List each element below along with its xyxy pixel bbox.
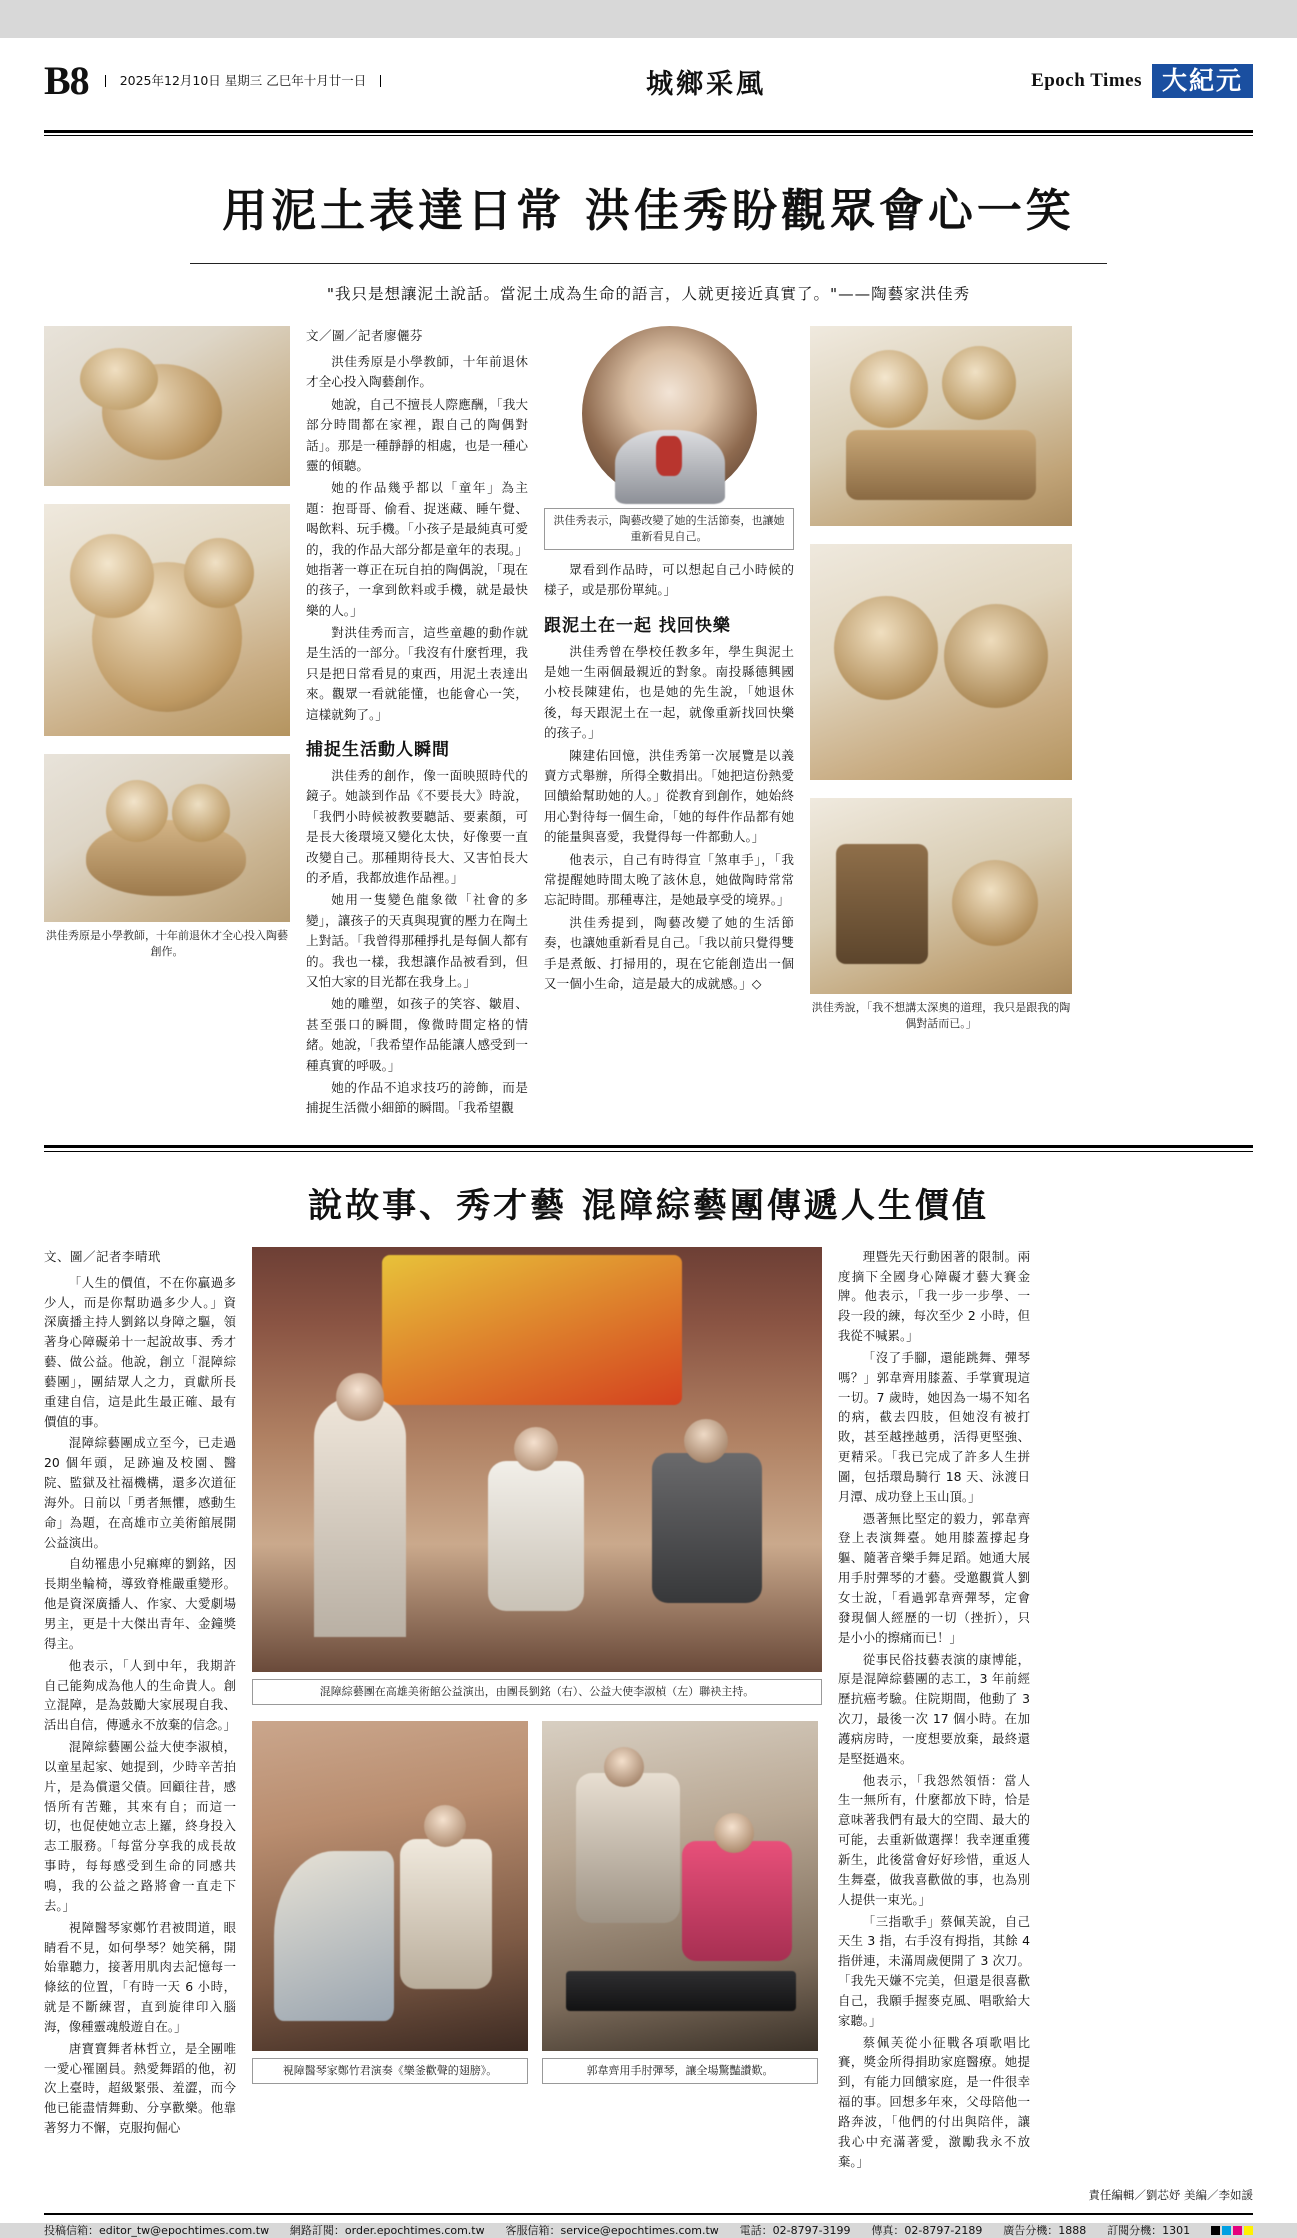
story2-caption-bottom-left: 視障醫琴家鄭竹君演奏《樂釜歡聲的翅膀》。 [252, 2058, 528, 2084]
story1-subhead-1: 捕捉生活動人瞬間 [306, 740, 450, 761]
paragraph: 洪佳秀提到，陶藝改變了她的生活節奏，也讓她重新看見自己。「我以前只覺得雙手是煮飯、打掃用的，現在它能創造出一個又一個小生命，這是最大的成就感。」◇ [544, 914, 794, 991]
paragraph: 她的雕塑，如孩子的笑容、皺眉、甚至張口的瞬間，像微時間定格的情緒。她說，「我希望作品能讓人感受到一種真實的呼吸。」 [306, 996, 528, 1073]
swatch-magenta [1233, 2226, 1242, 2235]
paragraph: 「人生的價值，不在你贏過多少人，而是你幫助過多少人。」資深廣播主持人劉銘以身障之驅，領著身心障礙弟十一起說故事、秀才藝、做公益。他說，創立「混障綜藝團」，團結眾人之力，貢獻所長重建自信，這是此生最正確、最有價值的事。 [44, 1274, 236, 1429]
paragraph: 「沒了手腳，還能跳舞、彈琴嗎？」郭韋齊用膝蓋、手掌實現這一切。7 歲時，她因為一場不知名的病，截去四肢，但她沒有被打敗，甚至越挫越勇，活得更堅強、更精采。「我已完成了許多人生拼圖，包括環島騎行 18 天、泳渡日月潭、成功登上玉山頂。」 [838, 1349, 1030, 1504]
color-registration-swatches [1211, 2226, 1253, 2235]
paragraph: 「三指歌手」蔡佩芙說，自己天生 3 指，右手沒有拇指，其餘 4 指併連，未滿周歲便開了 3 次刀。「我先天嫌不完美，但還是很喜歡自己，我願手握麥克風、唱歌給大家聽。」 [838, 1913, 1030, 2028]
story2-caption-bottom-right: 郭韋齊用手肘彈琴，讓全場驚豔讚歎。 [542, 2058, 818, 2084]
photo-clay-children-boat [44, 754, 290, 922]
photo-clay-shouting-pair [810, 544, 1072, 780]
paragraph: 洪佳秀原是小學教師，十年前退休才全心投入陶藝創作。 [306, 354, 528, 390]
footer [44, 2222, 1253, 2238]
photo-harpist [252, 1721, 528, 2051]
paragraph: 陳建佑回憶，洪佳秀第一次展覽是以義賣方式舉辦，所得全數捐出。「她把這份熱愛回饋給幫助她的人。」從教育到創作，她始終用心對待每一個生命，「她的每件作品都有她的能量與喜愛，我覺得每一件都動人。」 [544, 747, 794, 845]
paragraph: 她說，自己不擅長人際應酬，「我大部分時間都在家裡，跟自己的陶偶對話」。那是一種靜靜的相處，也是一種心靈的傾聽。 [306, 396, 528, 473]
brand-name-cn: 大紀元 [1152, 64, 1253, 98]
story1-column-2-body [544, 560, 794, 994]
paragraph: 他表示，自己有時得宣「煞車手」，「我常提醒她時間太晚了該休息，她做陶時常常忘記時間。那種專注，是她最享受的境界。」 [544, 851, 794, 908]
story1-right-photos [810, 326, 1072, 1121]
story-divider-thin [44, 1151, 1253, 1152]
swatch-yellow [1244, 2226, 1253, 2235]
paragraph: 對洪佳秀而言，這些童趣的動作就是生活的一部分。「我沒有什麼哲理，我只是把日常看見的東西，用泥土表達出來。觀眾一看就能懂，也能會心一笑，這樣就夠了。」 [306, 625, 528, 722]
paragraph: 她的作品不追求技巧的誇飾，而是捕捉生活微小細節的瞬間。「我希望觀 [306, 1079, 528, 1116]
story1-subhead-2: 跟泥土在一起 找回快樂 [544, 615, 731, 636]
story2-photo-column [252, 1247, 822, 2174]
footer-ad-ext: 廣告分機：1888 [1003, 2224, 1087, 2238]
brand-name-en: Epoch Times [1031, 70, 1142, 91]
story1-headline: 用泥土表達日常 洪佳秀盼觀眾會心一笑 [222, 184, 1075, 237]
footer-rule [44, 2213, 1253, 2215]
page-number: B8 [44, 58, 89, 103]
story2-column-1 [44, 1247, 236, 2174]
paragraph: 理暨先天行動困著的限制。兩度摘下全國身心障礙才藝大賽金牌。他表示，「我一步一步學、一段一段的練，每次至少 2 小時，但我從不喊累。」 [838, 1248, 1030, 1344]
story1-grid [44, 326, 1253, 1121]
photo-keyboard-performer [542, 1721, 818, 2051]
story2-photo-pair [252, 1721, 822, 2084]
photo-clay-children-group [44, 504, 290, 736]
paragraph: 混障綜藝團公益大使李淑楨，以童星起家、她提到，少時辛苦拍片，是為償還父債。回顧往昔，感悟所有苦難，其來有自；而這一切，也促使她立志上羅，終身投入志工服務。「每當分享我的成長故事時，每每感受到生命的同感共鳴，我的公益之路將會一直走下去。」 [44, 1739, 236, 1913]
paragraph: 她用一隻變色龍象徵「社會的多變」，讓孩子的天真與現實的壓力在陶土上對話。「我曾得那種掙扎是每個人都有的。我也一樣，我想讓作品被看到，但又怕大家的目光都在我身上。」 [306, 892, 528, 989]
story1-column-2 [544, 326, 794, 1121]
footer-service-email[interactable]: 客服信箱：service@epochtimes.com.tw [505, 2224, 719, 2238]
paragraph: 眾看到作品時，可以想起自己小時候的樣子，或是那份單純。」 [544, 561, 794, 598]
story1-left-photos [44, 326, 290, 1121]
story2-column-3 [838, 1247, 1030, 2174]
story1-column-1 [306, 326, 528, 1121]
editorial-credits: 責任編輯／劉芯妤 美編／李如諼 [1088, 2188, 1253, 2203]
section-title: 城鄉采風 [646, 68, 767, 100]
paragraph: 混障綜藝團成立至今，已走過 20 個年頭，足跡遍及校園、醫院、監獄及社福機構，還多次道征海外。日前以「勇者無懼，感動生命」為題，在高雄市立美術館展開公益演出。 [44, 1435, 236, 1550]
story2-grid [44, 1247, 1253, 2174]
photo-portrait-artist [582, 326, 757, 501]
paragraph: 憑著無比堅定的毅力，郭韋齊登上表演舞臺。她用膝蓋撐起身軀、隨著音樂手舞足蹈。她通大展用手肘彈琴的才藝。受邀觀賞人劉女士說，「看過郭韋齊彈琴，定會發現個人經歷的一切（挫折），只是小小的擦痛而已！」 [838, 1510, 1030, 1645]
story1-byline: 文／圖／記者廖儷芬 [306, 328, 424, 343]
story1-standfirst: "我只是想讓泥土說話。當泥土成為生命的語言，人就更接近真實了。"——陶藝家洪佳秀 [326, 285, 971, 303]
masthead-rule [44, 130, 1253, 133]
photo-clay-figure-cup [44, 326, 290, 486]
footer-submission-email[interactable]: 投稿信箱：editor_tw@epochtimes.com.tw [44, 2224, 270, 2238]
swatch-cyan [1222, 2226, 1231, 2235]
paragraph: 視障醫琴家鄭竹君被問道，眼睛看不見，如何學琴？她笑稱，開始靠聽力，接著用肌肉去記憶每一條絃的位置，「有時一天 6 小時，就是不斷練習，直到旋律印入腦海，像種靈魂般遊自在。」 [44, 1919, 236, 2034]
footer-subscription-ext: 訂閱分機：1301 [1107, 2224, 1191, 2238]
story2-byline: 文、圖／記者李晴玳 [44, 1248, 162, 1264]
masthead-rule-thin [44, 135, 1253, 136]
photo-stage-performance [252, 1247, 822, 1672]
headline-divider [190, 263, 1107, 264]
story-divider [44, 1145, 1253, 1148]
photo-clay-chair-figures [810, 798, 1072, 994]
photo-clay-peeking-children [810, 326, 1072, 526]
story2-caption-top: 混障綜藝團在高雄美術館公益演出，由團長劉銘（右）、公益大使李淑楨（左）聯袂主持。 [252, 1679, 822, 1705]
story1-caption-left: 洪佳秀原是小學教師，十年前退休才全心投入陶藝創作。 [46, 929, 288, 958]
paragraph: 他表示，「我怨然領悟：當人生一無所有，什麼都放下時，恰是意味著我們有最大的空間、最大的可能，去重新做選擇！我幸運重獲新生，此後當會好好珍惜，重返人生舞臺，做我喜歡做的事，也為別人提供一束光。」 [838, 1772, 1030, 1907]
paragraph: 洪佳秀曾在學校任教多年，學生與泥土是她一生兩個最親近的對象。南投縣德興國小校長陳建佑，也是她的先生說，「她退休後，每天跟泥土在一起，就像重新找回快樂的孩子。」 [544, 643, 794, 741]
paragraph: 從事民俗技藝表演的康博能，原是混障綜藝團的志工，3 年前經歷抗癌考驗。住院期間，他動了 3 次刀，最後一次 17 個小時。在加護病房時，一度想要放棄，最終還是堅挺過來。 [838, 1651, 1030, 1766]
newspaper-page [0, 38, 1297, 2238]
story1-caption-portrait: 洪佳秀表示，陶藝改變了她的生活節奏，也讓她重新看見自己。 [544, 508, 794, 550]
footer-subscription-url[interactable]: 網路訂閱：order.epochtimes.com.tw [289, 2224, 485, 2238]
masthead [44, 38, 1253, 124]
paragraph: 蔡佩芙從小征戰各項歌唱比賽，獎金所得捐助家庭醫療。她提到，有能力回饋家庭，是一件很幸福的事。回想多年來，父母陪他一路奔波，「他們的付出與陪伴，讓我心中充滿著愛，激勵我永不放棄。」 [838, 2034, 1030, 2169]
paragraph: 唐寶寶舞者林哲立，是全團唯一愛心罹圍員。熱愛舞蹈的他，初次上臺時，超級緊張、羞澀，而今他已能盡情舞動、分享歡樂。他靠著努力不懈，克服拘倔心 [44, 2040, 236, 2136]
paragraph: 他表示，「人到中年，我期許自己能夠成為他人的生命貴人。創立混障，是為鼓勵大家展現自我、活出自信，傳遞永不放棄的信念。」 [44, 1657, 237, 1733]
story2-headline: 說故事、秀才藝 混障綜藝團傳遞人生價值 [308, 1185, 989, 1226]
publication-date: 2025年12月10日 星期三 乙巳年十月廿一日 [105, 75, 382, 88]
story1-caption-right: 洪佳秀說，「我不想講太深奧的道理，我只是跟我的陶偶對話而已。」 [811, 1001, 1071, 1030]
paragraph: 她的作品幾乎都以「童年」為主題：抱哥哥、偷看、捉迷藏、睡午覺、喝飲料、玩手機。「小孩子是最純真可愛的，我的作品大部分都是童年的表現。」她指著一尊正在玩自拍的陶偶說，「現在的孩子，一拿到飲料或手機，就是最快樂的人。」 [306, 480, 528, 618]
paragraph: 自幼罹患小兒痲痺的劉銘，因長期坐輪椅，導致脊椎嚴重變形。他是資深廣播人、作家、大愛劇場男主，更是十大傑出青年、金鐘獎得主。 [44, 1556, 236, 1651]
footer-fax: 傳真：02-8797-2189 [871, 2224, 983, 2238]
brand-logo [1031, 64, 1253, 98]
footer-phone: 電話：02-8797-3199 [739, 2224, 851, 2238]
swatch-black [1211, 2226, 1220, 2235]
paragraph: 洪佳秀的創作，像一面映照時代的鏡子。她談到作品《不要長大》時說，「我們小時候被教要聽話、要素顏，可是長大後環境又變化太快，好像要一直改變自己。那種期待長大、又害怕長大的矛盾，我都放進作品裡。」 [306, 768, 528, 885]
